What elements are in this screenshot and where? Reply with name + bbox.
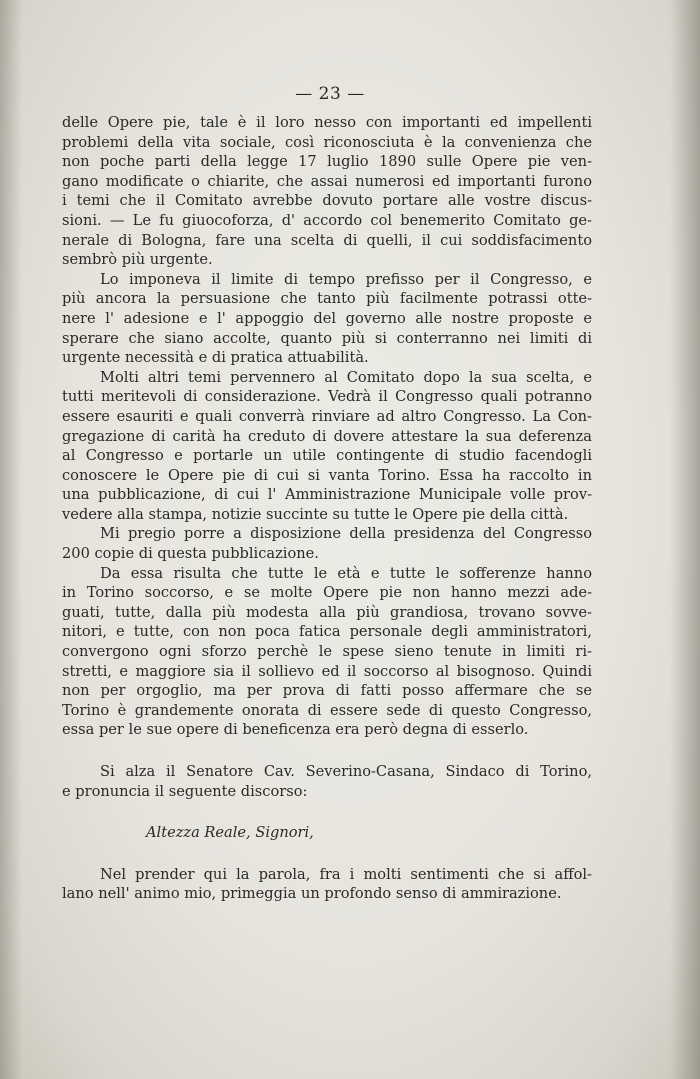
paragraph-2 <box>62 270 592 368</box>
page-edge-shadow-right <box>670 0 700 1079</box>
text-line: Molti altri temi pervennero al Comitato dopo la sua scelta, e <box>100 368 592 386</box>
page-edge-shadow-left <box>0 0 22 1079</box>
text-line: vedere alla stampa, notizie succinte su tutte le Opere pie della città. <box>62 505 569 523</box>
text-line: Si alza il Senatore Cav. Severino-Casana, Sindaco di Torino, <box>100 763 592 780</box>
body-text <box>62 113 592 904</box>
paragraph-1 <box>62 113 592 270</box>
text-line: i temi che il Comitato avrebbe dovuto portare alle vostre discus- <box>62 192 592 210</box>
paragraph-gap <box>62 843 592 865</box>
text-line: gano modificate o chiarite, che assai numerosi ed importanti furono <box>62 172 592 190</box>
text-line: lano nell' animo mio, primeggia un profondo senso di ammirazione. <box>62 885 562 903</box>
text-line: Torino è grandemente onorata di essere sede di questo Congresso, <box>62 701 592 719</box>
paragraph-3 <box>62 368 592 525</box>
paragraph-gap <box>62 740 592 762</box>
text-line: nitori, e tutte, con non poca fatica personale degli amministratori, <box>62 623 592 641</box>
text-line: e pronuncia il seguente discorso: <box>62 782 308 800</box>
text-line: non poche parti della legge 17 luglio 1890 sulle Opere pie ven- <box>62 153 592 171</box>
text-line: guati, tutte, dalla più modesta alla più grandiosa, trovano sovve- <box>62 603 592 621</box>
text-line: essa per le sue opere di beneficenza era però degna di esserlo. <box>62 721 529 739</box>
text-line: nere l' adesione e l' appoggio del governo alle nostre proposte e <box>62 309 592 327</box>
text-line: Lo imponeva il limite di tempo prefisso per il Congresso, e <box>100 270 592 288</box>
text-line: stretti, e maggiore sia il sollievo ed il soccorso al bisognoso. Quindi <box>62 662 592 680</box>
page-number: — 23 — <box>295 84 365 104</box>
text-line: tutti meritevoli di considerazione. Vedrà il Congresso quali potranno <box>62 388 592 406</box>
text-line: delle Opere pie, tale è il loro nesso con importanti ed impellenti <box>62 114 592 131</box>
speech-opening <box>62 865 592 904</box>
salutation: Altezza Reale, Signori, <box>146 824 314 842</box>
text-line: Da essa risulta che tutte le età e tutte le sofferenze hanno <box>100 564 592 582</box>
paragraph-5 <box>62 564 592 740</box>
text-line: problemi della vita sociale, così riconosciuta è la convenienza che <box>62 133 592 151</box>
text-line: al Congresso e portarle un utile contingente di studio facendogli <box>62 447 592 465</box>
text-line: sembrò più urgente. <box>62 251 213 269</box>
text-line: conoscere le Opere pie di cui si vanta Torino. Essa ha raccolto in <box>62 466 592 484</box>
text-line: 200 copie di questa pubblicazione. <box>62 545 319 563</box>
paragraph-gap <box>62 801 592 823</box>
text-line: sioni. — Le fu giuocoforza, d' accordo col benemerito Comitato ge- <box>62 211 592 229</box>
text-line: Nel prender qui la parola, fra i molti sentimenti che si affol- <box>100 865 592 883</box>
text-line: essere esauriti e quali converrà rinviare ad altro Congresso. La Con- <box>62 407 592 425</box>
text-line: urgente necessità e di pratica attuabilità. <box>62 349 369 367</box>
text-line: in Torino soccorso, e se molte Opere pie non hanno mezzi ade- <box>62 584 592 602</box>
text-line: non per orgoglio, ma per prova di fatti posso affermare che se <box>62 682 592 700</box>
text-line: convergono ogni sforzo perchè le spese sieno tenute in limiti ri- <box>62 643 592 661</box>
text-line: Mi pregio porre a disposizione della presidenza del Congresso <box>100 525 592 543</box>
paragraph-4 <box>62 524 592 563</box>
text-line: nerale di Bologna, fare una scelta di quelli, il cui soddisfacimento <box>62 231 592 249</box>
text-line: più ancora la persuasione che tanto più facilmente potrassi otte- <box>62 290 592 308</box>
text-line: una pubblicazione, di cui l' Amministrazione Municipale volle prov- <box>62 486 592 504</box>
speaker-intro <box>62 762 592 801</box>
text-line: sperare che siano accolte, quanto più si conterranno nei limiti di <box>62 329 592 347</box>
text-line: gregazione di carità ha creduto di dovere attestare la sua deferenza <box>62 427 592 445</box>
